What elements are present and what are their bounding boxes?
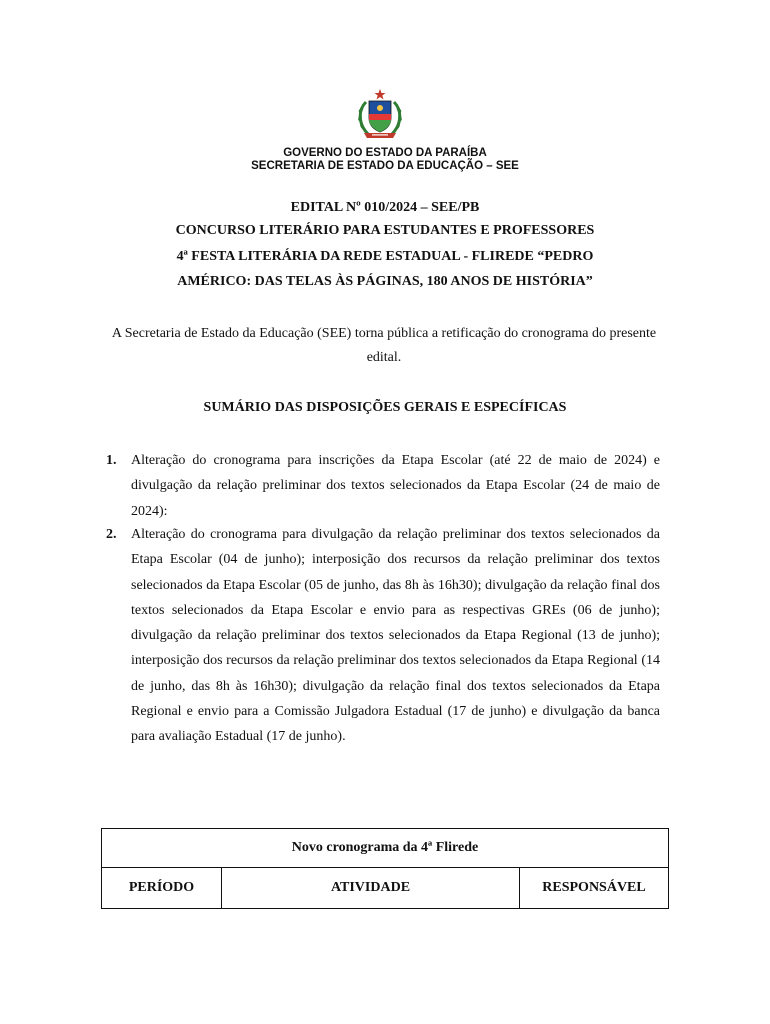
- item-text: Alteração do cronograma para divulgação da relação preliminar dos textos selecionados da Etapa Escolar (04 de junho); interposição dos recursos da relação preliminar dos textos selecionados da Etapa Escolar (05 de junho, das 8h às 16h30); divulgação da relação final dos textos selecionados da Etapa Escolar e envio para as respectivas GREs (06 de junho); divulgação da relação preliminar dos textos selecionados da Etapa Regional (13 de junho); interposição dos recursos da relação preliminar dos textos selecionados da Etapa Regional (14 de junho, das 8h às 16h30); divulgação da relação final dos textos selecionados da Etapa Regional e envio para a Comissão Julgadora Estadual (17 de junho) e divulgação da banca para avaliação Estadual (17 de junho).: [131, 527, 660, 745]
- government-name: GOVERNO DO ESTADO DA PARAÍBA: [283, 147, 487, 159]
- schedule-header-row: [102, 868, 669, 909]
- paraiba-coat-of-arms-icon: [352, 88, 408, 140]
- item-text: Alteração do cronograma para inscrições da Etapa Escolar (até 22 de maio de 2024) e divulgação da relação preliminar dos textos selecionados da Etapa Escolar (24 de maio de 2024):: [131, 453, 660, 519]
- festival-title-line2: AMÉRICO: DAS TELAS ÀS PÁGINAS, 180 ANOS DE HISTÓRIA”: [177, 274, 593, 289]
- festival-title-line1: 4ª FESTA LITERÁRIA DA REDE ESTADUAL - FLIREDE “PEDRO: [176, 249, 594, 264]
- schedule-table: [101, 828, 669, 909]
- edital-number: EDITAL Nº 010/2024 – SEE/PB: [290, 200, 480, 215]
- column-header-periodo: PERÍODO: [102, 868, 222, 909]
- item-number: 2.: [106, 527, 117, 542]
- summary-heading: SUMÁRIO DAS DISPOSIÇÕES GERAIS E ESPECÍFICAS: [203, 400, 567, 415]
- schedule-title: Novo cronograma da 4ª Flirede: [102, 829, 669, 868]
- item-number: 1.: [106, 453, 117, 468]
- list-item: [104, 522, 660, 750]
- column-header-atividade: ATIVIDADE: [222, 868, 520, 909]
- provisions-list-2: [104, 522, 660, 750]
- secretariat-name: SECRETARIA DE ESTADO DA EDUCAÇÃO – SEE: [251, 160, 519, 172]
- list-item: [104, 448, 660, 524]
- schedule-title-row: [102, 829, 669, 868]
- provisions-list-1: [104, 448, 660, 524]
- column-header-responsavel: RESPONSÁVEL: [520, 868, 669, 909]
- contest-title: CONCURSO LITERÁRIO PARA ESTUDANTES E PROFESSORES: [175, 223, 595, 238]
- intro-paragraph: A Secretaria de Estado da Educação (SEE) torna pública a retificação do cronograma do presente edital.: [111, 326, 657, 365]
